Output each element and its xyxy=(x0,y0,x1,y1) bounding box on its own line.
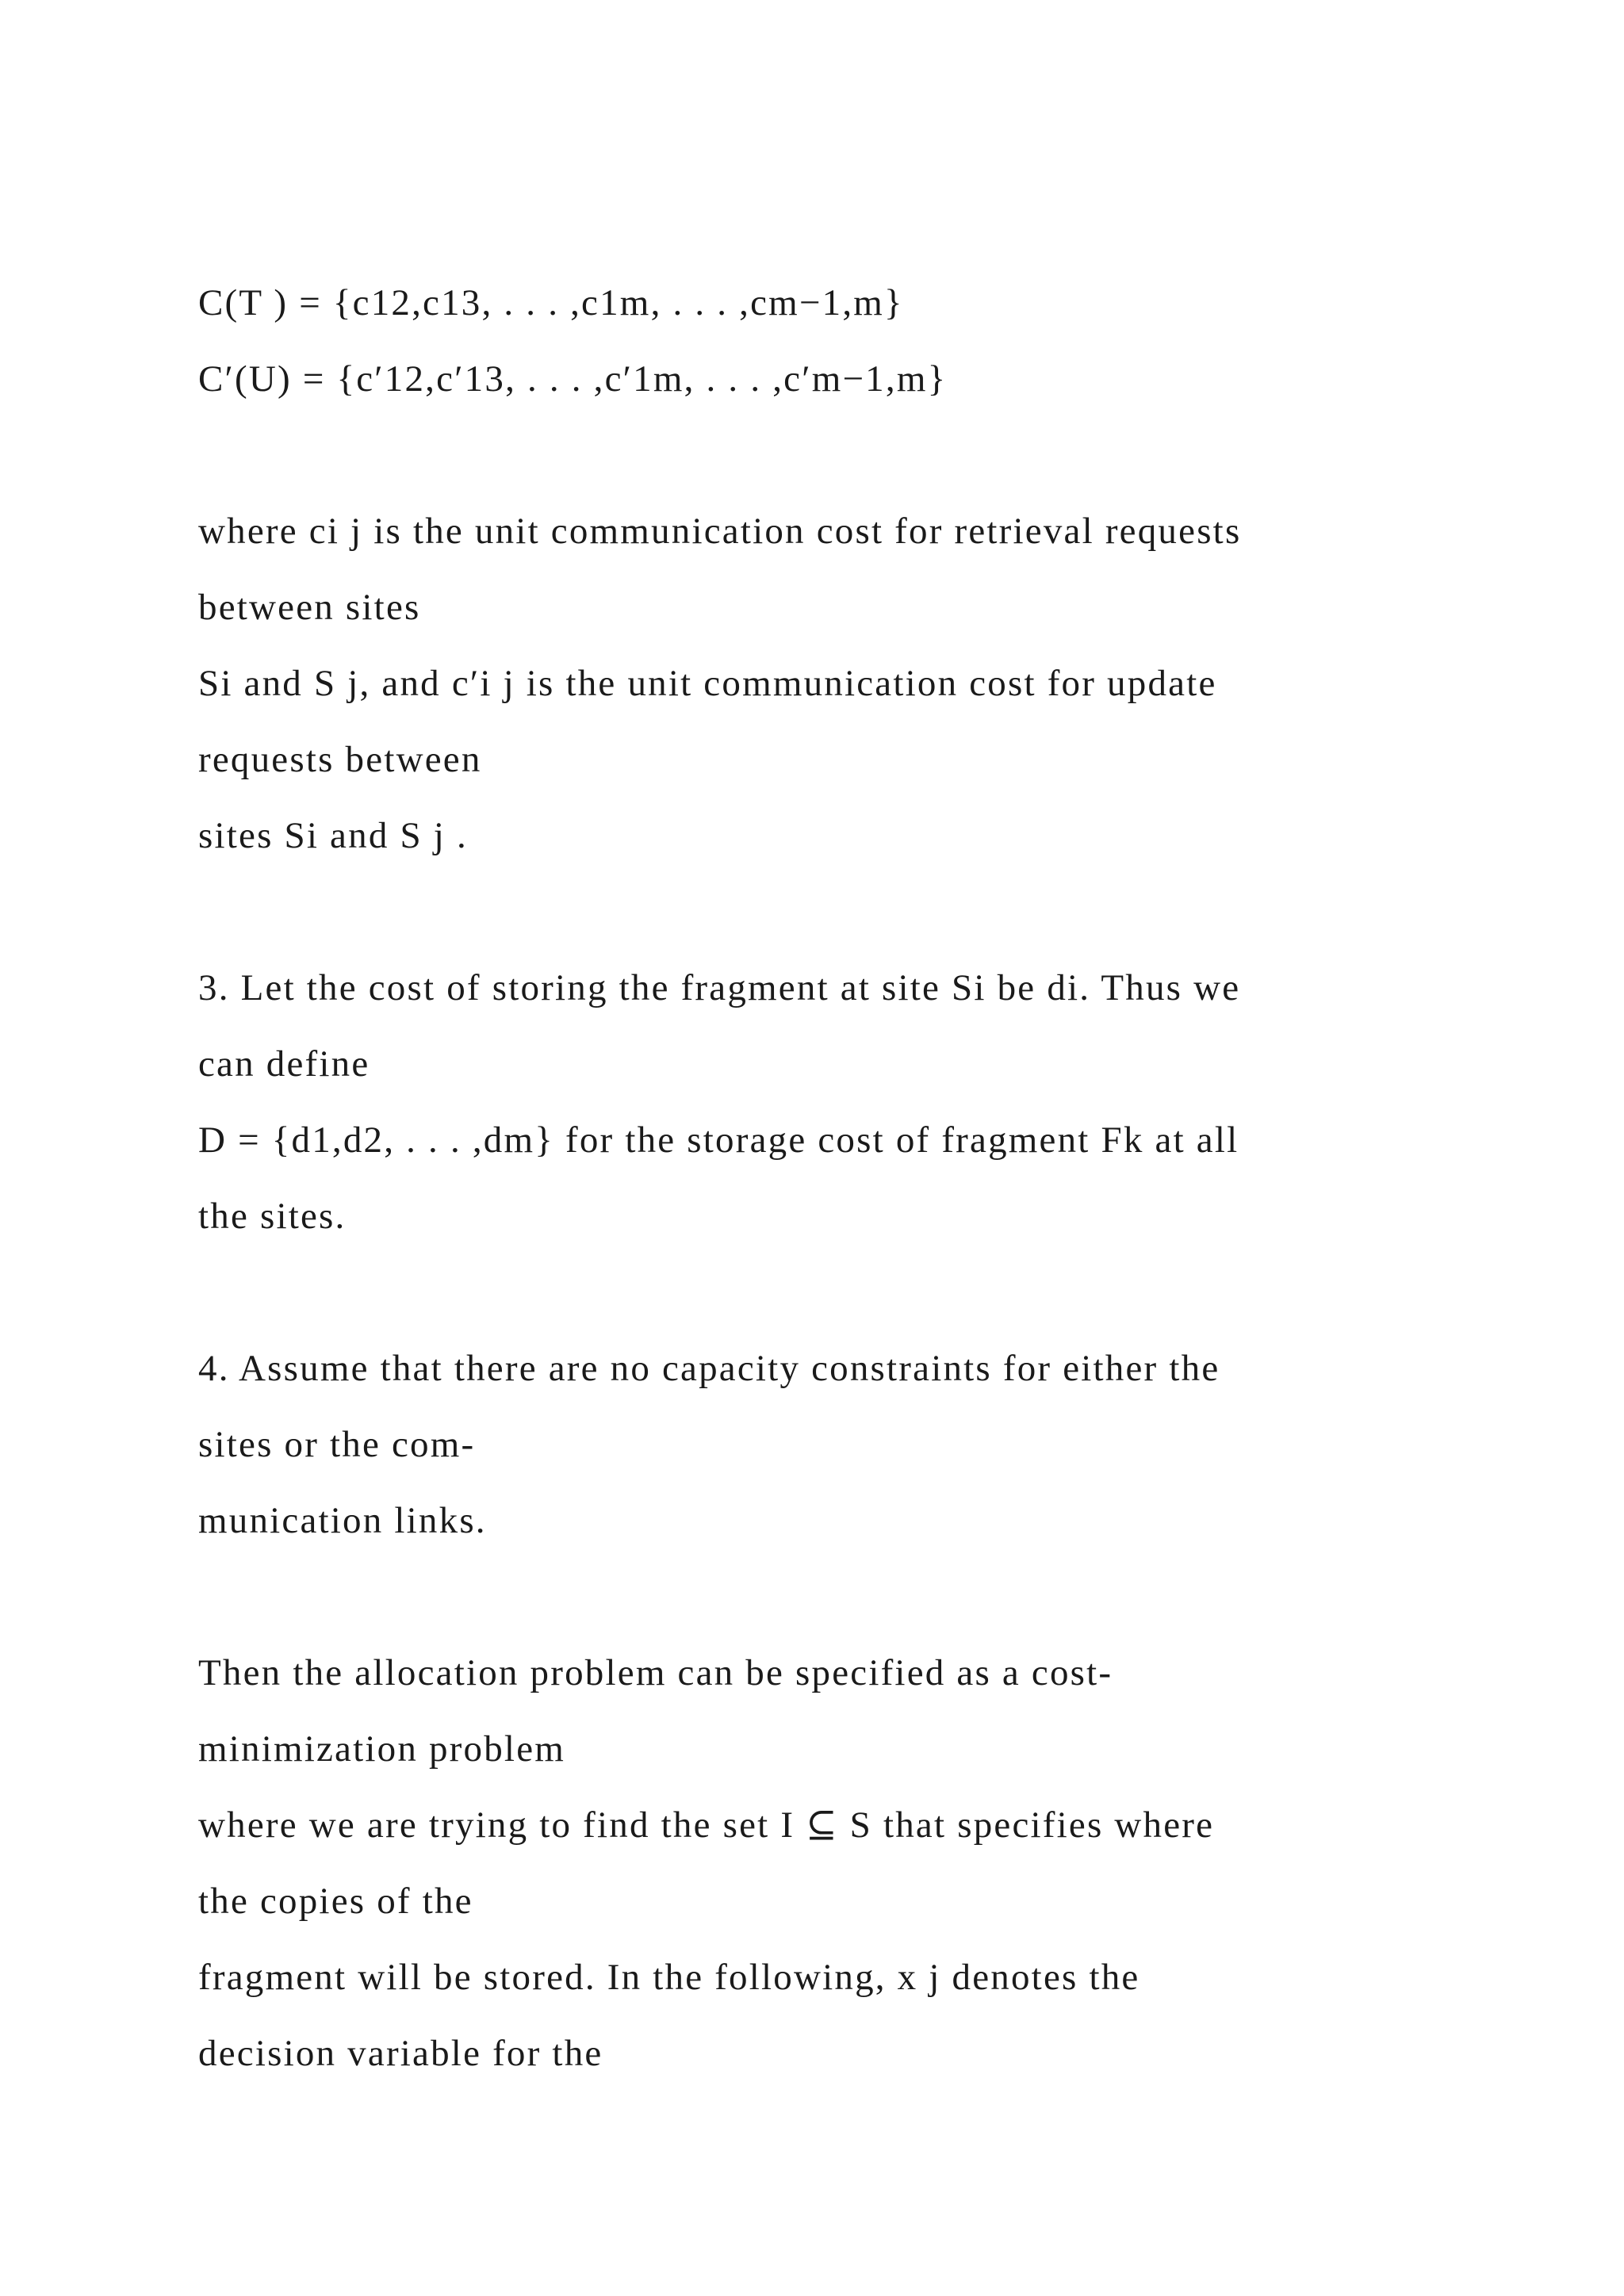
text-line: Si and S j, and c′i j is the unit communication cost for update xyxy=(198,663,1217,704)
text-line: fragment will be stored. In the following, x j denotes the xyxy=(198,1957,1140,1998)
text-line: Then the allocation problem can be specified as a cost- xyxy=(198,1652,1113,1693)
text-line: sites or the com- xyxy=(198,1424,476,1465)
text-line: munication links. xyxy=(198,1500,487,1541)
document-body xyxy=(198,265,1483,2091)
paragraph-gap xyxy=(198,874,1483,950)
text-line: the sites. xyxy=(198,1196,347,1237)
text-line: decision variable for the xyxy=(198,2033,603,2074)
text-line: D = {d1,d2, . . . ,dm} for the storage cost of fragment Fk at all xyxy=(198,1119,1239,1161)
text-line: the copies of the xyxy=(198,1881,473,1922)
text-line: requests between xyxy=(198,739,482,780)
text-line: where ci j is the unit communication cost for retrieval requests xyxy=(198,511,1242,552)
formula-line-c-prime: C′(U) = {c′12,c′13, . . . ,c′1m, . . . ,c′m−1,m} xyxy=(198,358,948,400)
text-line: 4. Assume that there are no capacity constraints for either the xyxy=(198,1348,1220,1389)
text-line: sites Si and S j . xyxy=(198,815,468,856)
text-line: 3. Let the cost of storing the fragment at site Si be di. Thus we xyxy=(198,967,1241,1008)
paragraph-gap xyxy=(198,1254,1483,1330)
text-line: can define xyxy=(198,1043,370,1085)
text-line: minimization problem xyxy=(198,1728,566,1770)
paragraph-gap xyxy=(198,1559,1483,1635)
paragraph-gap xyxy=(198,417,1483,493)
text-line: between sites xyxy=(198,587,421,628)
text-line: where we are trying to find the set I ⊆ S that specifies where xyxy=(198,1804,1215,1846)
formula-line-c: C(T ) = {c12,c13, . . . ,c1m, . . . ,cm−1,m} xyxy=(198,282,904,323)
